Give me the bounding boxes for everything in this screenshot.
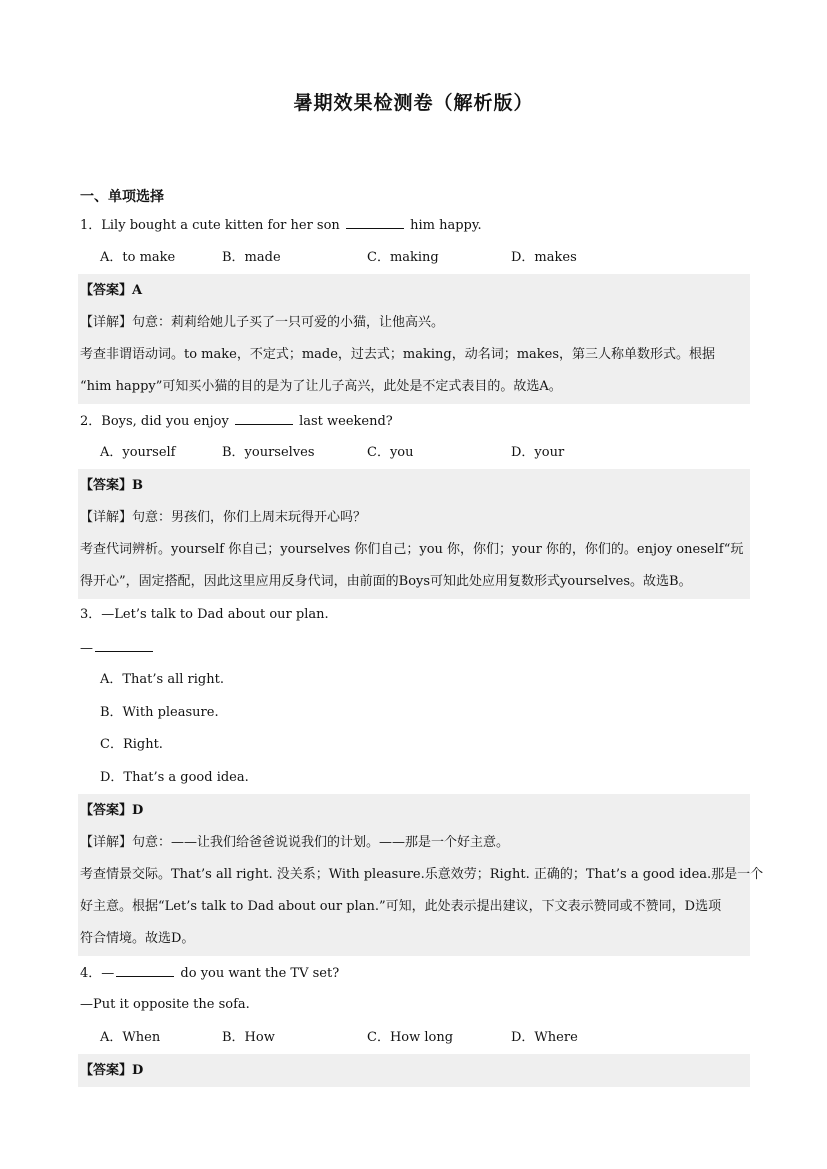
- question-4-option-d: D．Where: [511, 1030, 578, 1045]
- question-1-stem-start: 1．Lily bought a cute kitten for her son: [80, 218, 340, 233]
- question-4-stem: [80, 964, 339, 983]
- question-2-explanation-line: 考查代词辨析。yourself 你自己；yourselves 你们自己；you 你，你们；your 你的，你们的。enjoy oneself“玩: [80, 542, 744, 557]
- question-2-detail: 【详解】句意：男孩们，你们上周末玩得开心吗？: [80, 510, 367, 525]
- question-3-detail: 【详解】句意：——让我们给爸爸说说我们的计划。——那是一个好主意。: [80, 835, 510, 850]
- question-4-option-a: A．When: [100, 1030, 161, 1045]
- page-title: 暑期效果检测卷（解析版）: [293, 92, 534, 114]
- question-4-option-c: C．How long: [367, 1030, 454, 1045]
- question-2-option-c: C．you: [367, 445, 414, 460]
- question-2-stem-end: last weekend?: [299, 414, 393, 429]
- question-2-answer: 【答案】B: [80, 478, 143, 493]
- question-3-answer: 【答案】D: [80, 803, 144, 818]
- question-1-stem-end: him happy.: [410, 218, 482, 233]
- question-1-option-a: A．to make: [100, 250, 176, 265]
- question-2-option-d: D．your: [511, 445, 565, 460]
- question-3-explanation-line: 符合情境。故选D。: [80, 931, 195, 946]
- question-1-stem: [80, 216, 482, 235]
- question-3-option-c: C．Right.: [100, 737, 163, 752]
- question-1-answer-block: [78, 274, 750, 404]
- question-2-stem-start: 2．Boys, did you enjoy: [80, 414, 229, 429]
- question-3-answer-block: [78, 794, 764, 956]
- answer-blank: [346, 216, 404, 229]
- question-1-option-d: D．makes: [511, 250, 577, 265]
- question-2-option-a: A．yourself: [100, 445, 176, 460]
- answer-blank: [95, 639, 153, 652]
- dash: —: [80, 641, 93, 656]
- question-1-explanation-line: “him happy”可知买小猫的目的是为了让儿子高兴，此处是不定式表目的。故选A。: [80, 379, 562, 394]
- answer-blank: [235, 412, 293, 425]
- question-3-explanation-line: 好主意。根据“Let’s talk to Dad about our plan.”可知，此处表示提出建议，下文表示赞同或不赞同，D选项: [80, 899, 722, 914]
- question-3-stem: 3．—Let’s talk to Dad about our plan.: [80, 607, 329, 622]
- question-1-option-b: B．made: [222, 250, 281, 265]
- question-4-answer: 【答案】D: [80, 1063, 144, 1078]
- section-heading: 一、单项选择: [80, 189, 164, 205]
- question-4-stem-end: do you want the TV set?: [180, 966, 340, 981]
- question-1-explanation-line: 考查非谓语动词。to make，不定式；made，过去式；making，动名词；makes，第三人称单数形式。根据: [80, 347, 716, 362]
- question-1-detail: 【详解】句意：莉莉给她儿子买了一只可爱的小猫，让他高兴。: [80, 315, 445, 330]
- question-2-option-b: B．yourselves: [222, 445, 315, 460]
- question-4-number: 4．—: [80, 966, 115, 981]
- question-3-option-a: A．That’s all right.: [100, 672, 224, 687]
- question-3-option-d: D．That’s a good idea.: [100, 770, 249, 785]
- question-2-explanation-line: 得开心”，固定搭配，因此这里应用反身代词，由前面的Boys可知此处应用复数形式yourselves。故选B。: [80, 574, 692, 589]
- question-1-answer: 【答案】A: [80, 283, 143, 298]
- question-1-option-c: C．making: [367, 250, 439, 265]
- question-4-answer-block: [78, 1054, 750, 1087]
- question-2-answer-block: [78, 469, 750, 599]
- question-3-reply: [80, 639, 155, 658]
- answer-blank: [116, 964, 174, 977]
- question-3-option-b: B．With pleasure.: [100, 705, 219, 720]
- question-4-option-b: B．How: [222, 1030, 275, 1045]
- question-3-explanation-line: 考查情景交际。That’s all right. 没关系；With pleasure.乐意效劳；Right. 正确的；That’s a good idea.那是一个: [80, 867, 764, 882]
- question-4-reply: —Put it opposite the sofa.: [80, 997, 250, 1012]
- question-2-stem: [80, 412, 393, 431]
